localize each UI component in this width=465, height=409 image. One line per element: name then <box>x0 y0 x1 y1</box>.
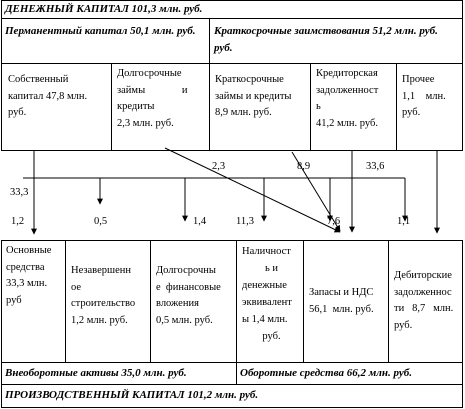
current-assets-label: Оборотные средства 66,2 млн. руб. <box>240 367 412 379</box>
shortterm-borrowing-unit: руб. <box>214 42 233 54</box>
noncurrent-assets-label: Внеоборотные активы 35,0 млн. руб. <box>5 367 187 379</box>
production-capital-title: ПРОИЗВОДСТВЕННЫЙ КАПИТАЛ 101,2 млн. руб. <box>5 389 259 401</box>
source-other-text: Прочее 1,1 млн. руб. <box>402 74 446 119</box>
source-equity-text: Собственный капитал 47,8 млн. руб. <box>8 74 88 119</box>
flow-1-2: 1,2 <box>11 216 25 227</box>
use-inventory-text: Запасы и НДС 56,1 млн. руб. <box>309 287 374 315</box>
flow-7-6: 7,6 <box>327 216 341 227</box>
use-construction-text: Незавершенн ое строительство 1,2 млн. руб. <box>71 265 136 326</box>
flow-8-9: 8,9 <box>297 161 311 172</box>
flow-2-3: 2,3 <box>212 161 226 172</box>
permanent-capital-label: Перманентный капитал 50,1 млн. руб. <box>5 25 196 37</box>
flow-33-6: 33,6 <box>366 161 385 172</box>
source-payables-text: Кредиторская задолженност ь 41,2 млн. руб. <box>316 68 379 129</box>
money-capital-title: ДЕНЕЖНЫЙ КАПИТАЛ 101,3 млн. руб. <box>5 3 203 15</box>
flow-33-3: 33,3 <box>10 187 29 198</box>
flow-11-3: 11,3 <box>236 216 254 227</box>
shortterm-borrowing-label: Краткосрочные заимствования 51,2 млн. руб. <box>214 25 438 37</box>
flow-1-4: 1,4 <box>193 216 207 227</box>
source-longterm-text: Долгосрочные займы и кредиты 2,3 млн. руб. <box>117 68 188 129</box>
source-shortterm-text: Краткосрочные займы и кредиты 8,9 млн. руб. <box>215 74 292 119</box>
flow-1-1: 1,1 <box>397 216 411 227</box>
use-investments-text: Долгосрочны е финансовые вложения 0,5 млн. руб. <box>156 265 221 326</box>
use-cash-text: Наличност ь и денежные эквивалент ы 1,4 млн. руб. <box>242 246 292 342</box>
use-receivables-text: Дебиторские задолженнос ти 8,7 млн. руб. <box>394 270 454 331</box>
use-fixed-text: Основные средства 33,3 млн. руб <box>6 245 52 306</box>
flow-0-5: 0,5 <box>94 216 108 227</box>
